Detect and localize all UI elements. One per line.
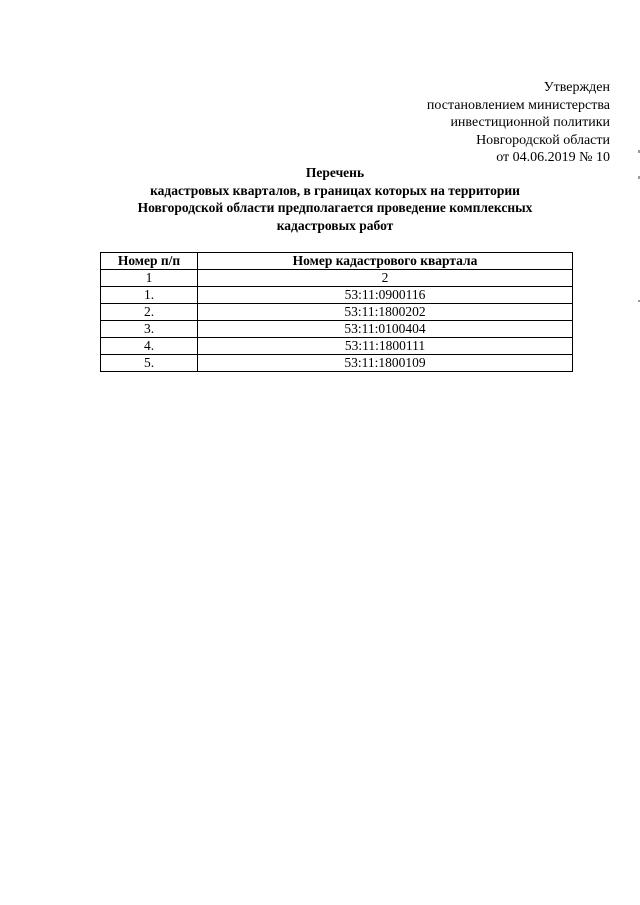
title-line: Перечень	[305, 165, 365, 180]
header-quarter: Номер кадастрового квартала	[198, 253, 573, 270]
table-row	[101, 287, 573, 304]
title-line: кадастровых работ	[276, 217, 394, 233]
row-quarter: 53:11:1800109	[198, 355, 573, 372]
table-header-row	[101, 253, 573, 270]
cadastral-quarters-table	[100, 252, 573, 372]
title-line: кадастровых кварталов, в границах которых на территории	[150, 182, 520, 198]
row-number: 1.	[101, 287, 198, 304]
row-quarter: 53:11:0900116	[198, 287, 573, 304]
table-row	[101, 338, 573, 355]
document-title	[100, 164, 570, 234]
table-row	[101, 355, 573, 372]
table-row	[101, 321, 573, 338]
column-number-cell: 1	[101, 270, 198, 287]
row-quarter: 53:11:1800202	[198, 304, 573, 321]
row-number: 5.	[101, 355, 198, 372]
header-number: Номер п/п	[101, 253, 198, 270]
row-quarter: 53:11:1800111	[198, 338, 573, 355]
row-number: 2.	[101, 304, 198, 321]
column-number-row	[101, 270, 573, 287]
approval-line: Новгородской области	[476, 132, 610, 148]
approval-date-line: от 04.06.2019 № 10	[496, 150, 610, 165]
row-number: 3.	[101, 321, 198, 338]
approval-stamp	[350, 79, 610, 167]
row-number: 4.	[101, 338, 198, 355]
approval-line: инвестиционной политики	[450, 115, 610, 130]
title-line: Новгородской области предполагается проведение комплексных	[137, 200, 533, 215]
table-row	[101, 304, 573, 321]
approval-line: Утвержден	[543, 80, 610, 95]
row-quarter: 53:11:0100404	[198, 321, 573, 338]
approval-line: постановлением министерства	[426, 97, 610, 113]
column-number-cell: 2	[198, 270, 573, 287]
